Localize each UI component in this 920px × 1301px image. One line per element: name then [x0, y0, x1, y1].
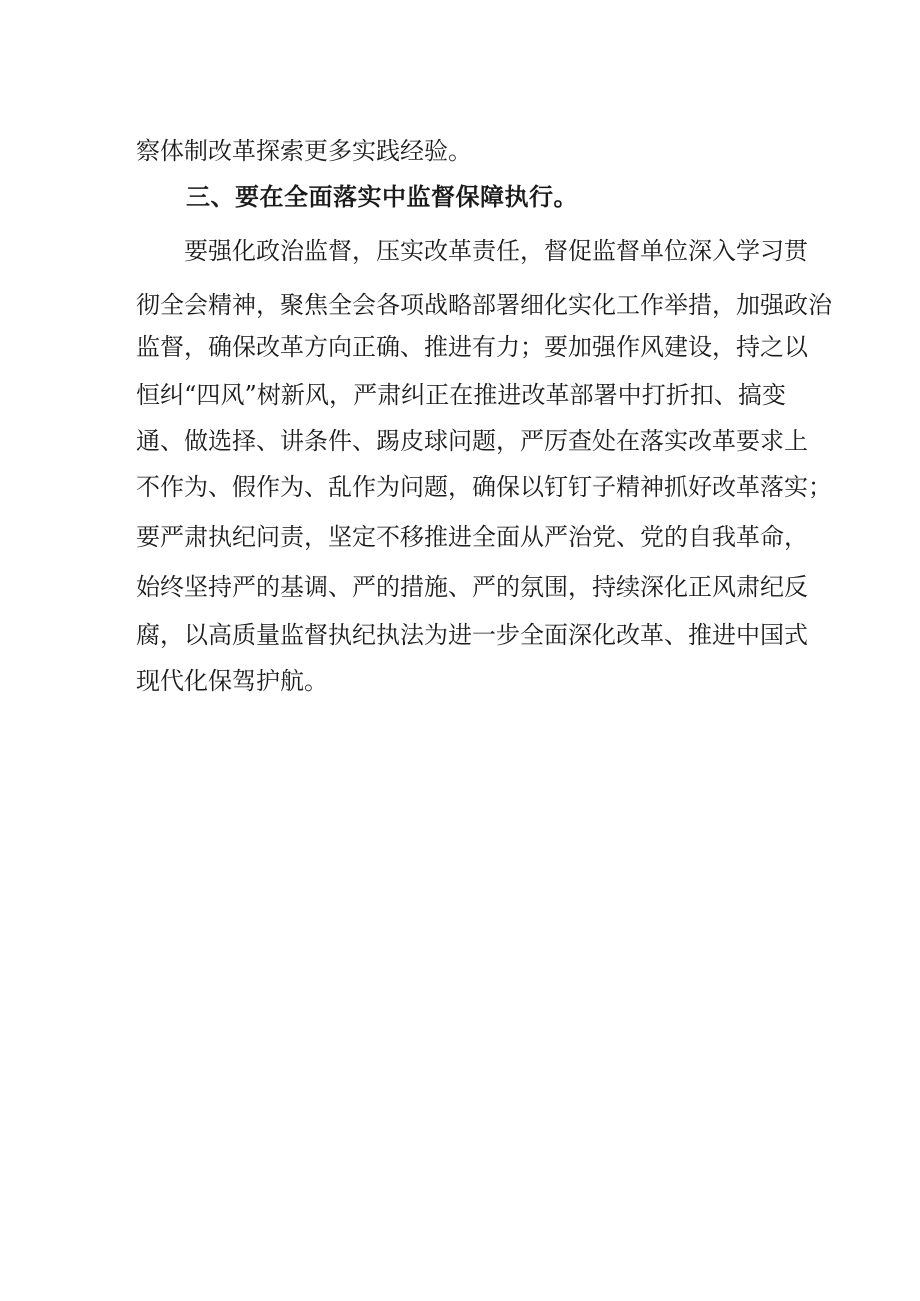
paragraph-line-4: 恒纠“四风”树新风，严肃纠正在推进改革部署中打折扣、搞变: [136, 381, 786, 409]
section-heading: 三、要在全面落实中监督保障执行。: [186, 183, 578, 211]
paragraph-line-2: 彻全会精神，聚焦全会各项战略部署细化实化工作举措，加强政治: [136, 291, 832, 319]
paragraph-line-9: 腐，以高质量监督执纪执法为进一步全面深化改革、推进中国式: [136, 621, 808, 649]
paragraph-line-1: 要强化政治监督，压实改革责任，督促监督单位深入学习贯: [184, 237, 808, 265]
paragraph-line-8: 始终坚持严的基调、严的措施、严的氛围，持续深化正风肃纪反: [136, 573, 808, 601]
paragraph-line-5: 通、做选择、讲条件、踢皮球问题，严厉查处在落实改革要求上: [136, 427, 808, 455]
continuation-line: 察体制改革探索更多实践经验。: [136, 137, 472, 165]
paragraph-line-6: 不作为、假作为、乱作为问题，确保以钉钉子精神抓好改革落实；: [136, 473, 832, 501]
paragraph-line-3: 监督，确保改革方向正确、推进有力；要加强作风建设，持之以: [136, 333, 808, 361]
paragraph-line-7: 要严肃执纪问责，坚定不移推进全面从严治党、党的自我革命，: [136, 523, 808, 551]
paragraph-line-10: 现代化保驾护航。: [136, 667, 328, 695]
